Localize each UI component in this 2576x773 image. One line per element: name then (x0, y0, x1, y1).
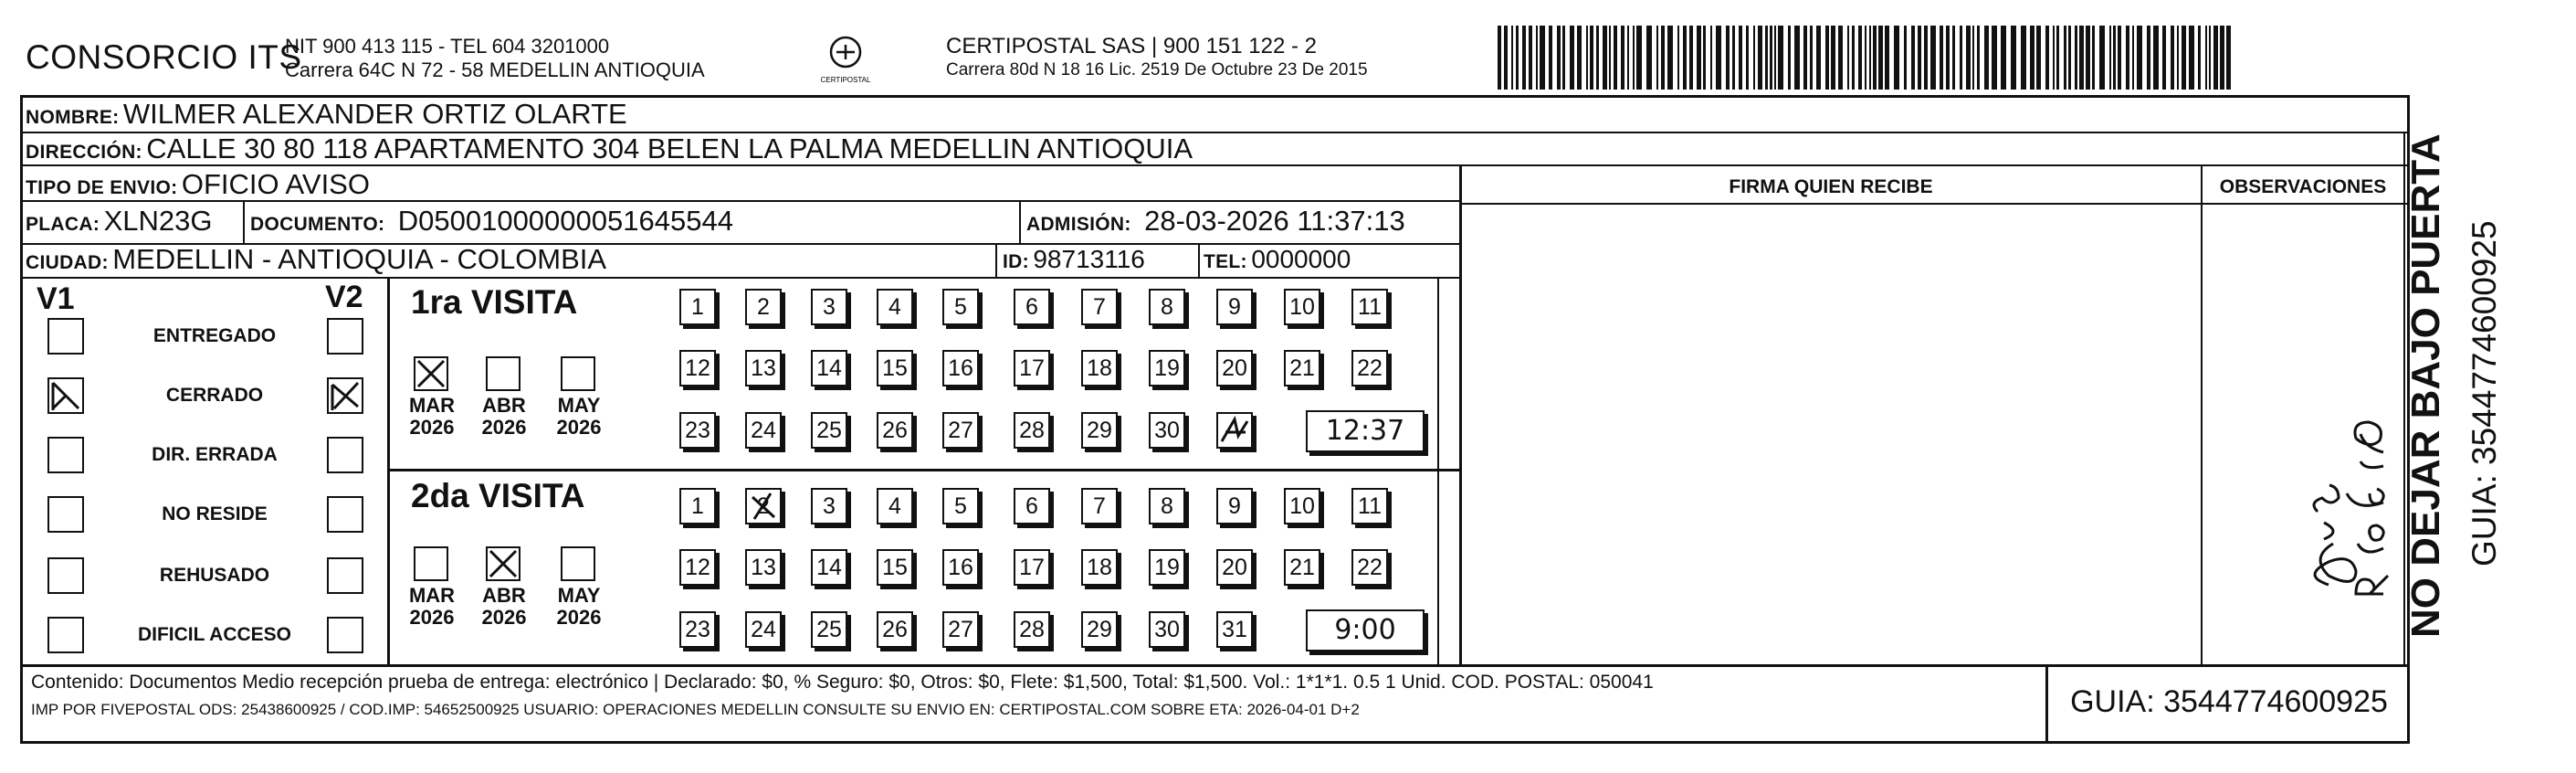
barcode-bar (1636, 26, 1642, 90)
month-checkbox-mar[interactable] (414, 356, 448, 391)
handwritten-mark-icon (1218, 414, 1251, 447)
barcode-bar (1885, 26, 1889, 90)
barcode-bar (1677, 26, 1679, 90)
day-box[interactable]: 16 (942, 350, 979, 386)
handwritten-check-icon (415, 358, 447, 389)
barcode-bar (1570, 26, 1574, 90)
barcode-bar (1852, 26, 1855, 90)
day-box[interactable]: 12 (679, 549, 716, 586)
barcode-bar (1633, 26, 1635, 90)
day-box[interactable]: 17 (1014, 549, 1050, 586)
v1-checkbox-2[interactable] (47, 437, 84, 473)
barcode-bar (1739, 26, 1742, 90)
footer-content-line: Contenido: Documentos Medio recepción prueba de entrega: electrónico | Declarado: $0, % Seguro: $0, Otros: $0, Flete: $1,500, Total: $1,500. Vol.: 1*1*1. 0.5 1 Unid. COD. POSTAL: 050041 (31, 672, 1654, 693)
barcode-bar (2147, 26, 2150, 90)
barcode-bar (2079, 26, 2084, 90)
day-box[interactable]: 20 (1216, 549, 1253, 586)
barcode-bar (1946, 26, 1950, 90)
carrier-info (946, 35, 1368, 82)
day-box[interactable]: 29 (1081, 611, 1118, 648)
company-address-line: Carrera 64C N 72 - 58 MEDELLIN ANTIOQUIA (285, 58, 705, 81)
day-box[interactable]: 19 (1149, 549, 1185, 586)
day-box[interactable]: 4 (877, 488, 913, 524)
barcode-bar (2137, 26, 2142, 90)
id-value: 98713116 (1033, 245, 1145, 273)
barcode-bar (1831, 26, 1835, 90)
ciudad-label: CIUDAD: (26, 252, 109, 273)
barcode-bar (1504, 26, 1508, 90)
field-direccion (26, 132, 1193, 165)
barcode-bar (2182, 26, 2186, 90)
day-box[interactable]: 8 (1149, 488, 1185, 524)
barcode-bar (1960, 26, 1962, 90)
barcode (1498, 26, 2237, 90)
month-name: MAR (408, 584, 456, 607)
day-box[interactable]: 13 (745, 350, 782, 386)
day-box[interactable]: 24 (745, 611, 782, 648)
day-box[interactable]: 23 (679, 611, 716, 648)
day-box[interactable]: 31 (1216, 611, 1253, 648)
visit2-title: 2da VISITA (411, 477, 585, 514)
barcode-bar (1732, 26, 1735, 90)
barcode-bar (1590, 26, 1593, 90)
ciudad-value: MEDELLIN - ANTIOQUIA - COLOMBIA (112, 243, 607, 275)
barcode-bar (1930, 26, 1936, 90)
footer-guia-number: GUIA: 3544774600925 (2045, 666, 2410, 741)
hour-box[interactable]: 12:37 (1306, 410, 1425, 452)
day-box[interactable]: 27 (942, 611, 979, 648)
barcode-bar (2213, 26, 2218, 90)
day-box[interactable]: 29 (1081, 412, 1118, 449)
placa-label: PLACA: (26, 214, 100, 235)
barcode-bar (1972, 26, 1974, 90)
barcode-bar (2226, 26, 2231, 90)
day-box[interactable]: 13 (745, 549, 782, 586)
company-nit-line: NIT 900 413 115 - TEL 604 3201000 (285, 35, 610, 58)
barcode-bar (2209, 26, 2211, 90)
barcode-bar (2030, 26, 2035, 90)
observaciones-handwriting (2228, 265, 2374, 649)
barcode-bar (1614, 26, 1617, 90)
field-tipo-envio (26, 168, 370, 201)
month-name: ABR (482, 394, 526, 417)
v2-checkbox-4[interactable] (327, 557, 363, 594)
month-year: 2026 (556, 416, 602, 439)
handwritten-check-icon (49, 379, 82, 412)
barcode-bar (1770, 26, 1772, 90)
barcode-bar (1656, 26, 1658, 90)
month-year: 2026 (409, 416, 455, 439)
v2-checkbox-1[interactable] (327, 377, 363, 414)
status-label: DIFICIL ACCESO (137, 624, 291, 645)
barcode-bar (2086, 26, 2090, 90)
barcode-bar (1858, 26, 1862, 90)
barcode-bar (2126, 26, 2129, 90)
month-year: 2026 (556, 606, 602, 629)
barcode-bar (2220, 26, 2224, 90)
day-box[interactable]: 6 (1014, 488, 1050, 524)
day-box[interactable]: 16 (942, 549, 979, 586)
day-box[interactable]: 12 (679, 350, 716, 386)
v2-checkbox-3[interactable] (327, 496, 363, 533)
tipo-envio-value: OFICIO AVISO (181, 168, 370, 200)
field-documento (250, 205, 733, 238)
month-checkbox-may[interactable] (561, 546, 595, 581)
month-name: MAY (557, 394, 601, 417)
side-guia-number: GUIA: 3544774600925 (2466, 220, 2503, 567)
field-tel (1204, 245, 1351, 274)
barcode-bar (2036, 26, 2041, 90)
handwritten-check-icon (488, 548, 519, 579)
nombre-label: NOMBRE: (26, 107, 120, 128)
barcode-bar (1794, 26, 1800, 90)
footer-print-line: IMP POR FIVEPOSTAL ODS: 25438600925 / COD.IMP: 54652500925 USUARIO: OPERACIONES MEDELLIN CONSULTE SU ENVIO EN: CERTIPOSTAL.COM SOBRE ETA: 2026-04-01 D+2 (31, 701, 1360, 718)
barcode-bar (2162, 26, 2166, 90)
nombre-value: WILMER ALEXANDER ORTIZ OLARTE (122, 98, 627, 130)
month-year: 2026 (481, 606, 527, 629)
barcode-bar (2099, 26, 2105, 90)
month-name: MAR (408, 394, 456, 417)
day-box[interactable]: 27 (942, 412, 979, 449)
tel-value: 0000000 (1251, 245, 1351, 273)
status-label: REHUSADO (159, 565, 270, 586)
day-box[interactable]: 25 (811, 412, 847, 449)
day-box[interactable]: 28 (1014, 412, 1050, 449)
barcode-bar (1966, 26, 1971, 90)
barcode-bar (1540, 26, 1545, 90)
month-label (552, 395, 606, 439)
day-box[interactable]: 10 (1284, 488, 1320, 524)
barcode-bar (2011, 26, 2016, 90)
day-box[interactable]: 14 (811, 549, 847, 586)
company-name: CONSORCIO ITS (26, 38, 302, 76)
day-box[interactable]: 9 (1216, 289, 1253, 325)
certipostal-logo-icon (820, 32, 871, 87)
documento-value: D05001000000051645544 (397, 205, 733, 237)
month-year: 2026 (409, 606, 455, 629)
day-box[interactable]: 8 (1149, 289, 1185, 325)
barcode-bar (2068, 26, 2071, 90)
v1-checkbox-3[interactable] (47, 496, 84, 533)
barcode-bar (1511, 26, 1513, 90)
field-placa (26, 205, 212, 238)
barcode-bar (1716, 26, 1721, 90)
day-box[interactable]: 22 (1351, 549, 1388, 586)
barcode-bar (1661, 26, 1665, 90)
barcode-bar (2056, 26, 2059, 90)
barcode-bar (1646, 26, 1652, 90)
barcode-bar (1992, 26, 1997, 90)
day-box[interactable]: 10 (1284, 289, 1320, 325)
day-box[interactable]: 17 (1014, 350, 1050, 386)
month-label (552, 585, 606, 629)
barcode-bar (2045, 26, 2049, 90)
day-box[interactable]: 21 (1284, 549, 1320, 586)
direccion-label: DIRECCIÓN: (26, 142, 142, 163)
barcode-bar (1878, 26, 1883, 90)
barcode-bar (1894, 26, 1899, 90)
barcode-bar (1765, 26, 1768, 90)
day-box[interactable]: 18 (1081, 350, 1118, 386)
documento-label: DOCUMENTO: (250, 214, 385, 235)
day-box[interactable]: 21 (1284, 350, 1320, 386)
direccion-value: CALLE 30 80 118 APARTAMENTO 304 BELEN LA PALMA MEDELLIN ANTIOQUIA (146, 132, 1193, 164)
barcode-bar (1703, 26, 1706, 90)
barcode-bar (1952, 26, 1955, 90)
day-box[interactable] (1216, 412, 1253, 449)
barcode-bar (2153, 26, 2159, 90)
day-box[interactable]: 3 (811, 289, 847, 325)
month-label (405, 395, 459, 439)
day-box[interactable]: 6 (1014, 289, 1050, 325)
day-box[interactable]: 25 (811, 611, 847, 648)
day-box[interactable]: 7 (1081, 488, 1118, 524)
v1-checkbox-4[interactable] (47, 557, 84, 594)
month-label (405, 585, 459, 629)
day-box[interactable]: 7 (1081, 289, 1118, 325)
v1-checkbox-1[interactable] (47, 377, 84, 414)
barcode-bar (1549, 26, 1552, 90)
field-nombre (26, 98, 627, 131)
barcode-bar (1522, 26, 1526, 90)
barcode-bar (2064, 26, 2066, 90)
barcode-bar (1904, 26, 1907, 90)
month-checkbox-may[interactable] (561, 356, 595, 391)
barcode-bar (1838, 26, 1843, 90)
day-box[interactable]: 11 (1351, 289, 1388, 325)
field-id (1003, 245, 1145, 274)
id-label: ID: (1003, 251, 1029, 272)
day-box[interactable]: 15 (877, 350, 913, 386)
day-box[interactable]: 23 (679, 412, 716, 449)
barcode-bar (1873, 26, 1877, 90)
day-box[interactable]: 18 (1081, 549, 1118, 586)
carrier-license-line: Carrera 80d N 18 16 Lic. 2519 De Octubre 23 De 2015 (946, 60, 1368, 79)
barcode-bar (2198, 26, 2201, 90)
logo-text: CERTIPOSTAL (820, 76, 871, 84)
barcode-bar (2171, 26, 2174, 90)
barcode-bar (1825, 26, 1829, 90)
barcode-bar (1627, 26, 1629, 90)
no-dejar-bajo-puerta: NO DEJAR BAJO PUERTA (2403, 133, 2448, 638)
day-box[interactable]: 9 (1216, 488, 1253, 524)
status-label: ENTREGADO (152, 325, 277, 346)
barcode-bar (2001, 26, 2006, 90)
month-checkbox-mar[interactable] (414, 546, 448, 581)
barcode-bar (1918, 26, 1921, 90)
barcode-bar (1586, 26, 1588, 90)
v1-checkbox-5[interactable] (47, 617, 84, 653)
day-box[interactable]: 1 (679, 488, 716, 524)
barcode-bar (1778, 26, 1783, 90)
tel-label: TEL: (1204, 251, 1247, 272)
barcode-bar (2092, 26, 2095, 90)
day-box[interactable]: 30 (1149, 611, 1185, 648)
month-label (477, 395, 531, 439)
barcode-bar (1847, 26, 1849, 90)
barcode-bar (1710, 26, 1712, 90)
v2-checkbox-2[interactable] (327, 437, 363, 473)
barcode-bar (1516, 26, 1519, 90)
barcode-bar (2109, 26, 2111, 90)
handwritten-check-icon (329, 379, 362, 412)
month-name: MAY (557, 584, 601, 607)
barcode-bar (2189, 26, 2194, 90)
observaciones-header: OBSERVACIONES (2219, 176, 2387, 197)
status-label: CERRADO (165, 385, 264, 406)
hour-box[interactable]: 9:00 (1306, 609, 1425, 651)
barcode-bar (1869, 26, 1871, 90)
status-label: NO RESIDE (162, 503, 268, 524)
barcode-bar (1536, 26, 1538, 90)
day-box[interactable]: 22 (1351, 350, 1388, 386)
visit1-title: 1ra VISITA (411, 283, 578, 321)
v2-checkbox-5[interactable] (327, 617, 363, 653)
barcode-bar (1603, 26, 1607, 90)
barcode-bar (2205, 26, 2207, 90)
day-box[interactable]: 26 (877, 611, 913, 648)
day-box[interactable]: 5 (942, 488, 979, 524)
placa-value: XLN23G (103, 205, 213, 237)
month-checkbox-abr[interactable] (486, 546, 520, 581)
month-name: ABR (482, 584, 526, 607)
admision-label: ADMISIÓN: (1026, 214, 1131, 235)
company-info (285, 35, 705, 82)
day-box[interactable]: 30 (1149, 412, 1185, 449)
barcode-bar (1816, 26, 1821, 90)
v2-checkbox-0[interactable] (327, 318, 363, 355)
field-admision (1026, 205, 1405, 238)
month-year: 2026 (481, 416, 527, 439)
day-box[interactable]: 15 (877, 549, 913, 586)
barcode-bar (1911, 26, 1915, 90)
barcode-bar (1596, 26, 1599, 90)
tipo-envio-label: TIPO DE ENVIO: (26, 177, 178, 198)
barcode-bar (2177, 26, 2179, 90)
v1-checkbox-0[interactable] (47, 318, 84, 355)
barcode-bar (1697, 26, 1701, 90)
barcode-bar (1498, 26, 1501, 90)
handwritten-check-icon (747, 490, 780, 523)
carrier-name-line: CERTIPOSTAL SAS | 900 151 122 - 2 (946, 34, 1317, 58)
field-ciudad (26, 243, 606, 276)
barcode-bar (1810, 26, 1813, 90)
barcode-bar (1667, 26, 1673, 90)
barcode-bar (1726, 26, 1730, 90)
day-box[interactable]: 2 (745, 488, 782, 524)
day-box[interactable]: 20 (1216, 350, 1253, 386)
barcode-bar (1924, 26, 1928, 90)
barcode-bar (1865, 26, 1866, 90)
barcode-bar (1977, 26, 1980, 90)
day-box[interactable]: 3 (811, 488, 847, 524)
barcode-bar (1774, 26, 1776, 90)
barcode-bar (1746, 26, 1749, 90)
barcode-bar (1758, 26, 1762, 90)
barcode-bar (1788, 26, 1791, 90)
barcode-bar (2118, 26, 2121, 90)
barcode-bar (1621, 26, 1624, 90)
v1-header: V1 (37, 281, 75, 316)
day-box[interactable]: 28 (1014, 611, 1050, 648)
barcode-bar (2021, 26, 2026, 90)
barcode-bar (2075, 26, 2077, 90)
month-label (477, 585, 531, 629)
day-box[interactable]: 1 (679, 289, 716, 325)
day-box[interactable]: 14 (811, 350, 847, 386)
day-box[interactable]: 4 (877, 289, 913, 325)
barcode-bar (1984, 26, 1989, 90)
v2-header: V2 (325, 280, 363, 314)
barcode-bar (1940, 26, 1943, 90)
barcode-bar (1557, 26, 1561, 90)
barcode-bar (1753, 26, 1755, 90)
day-box[interactable]: 5 (942, 289, 979, 325)
day-box[interactable]: 24 (745, 412, 782, 449)
barcode-bar (1577, 26, 1582, 90)
day-box[interactable]: 2 (745, 289, 782, 325)
barcode-bar (2053, 26, 2055, 90)
firma-header: FIRMA QUIEN RECIBE (1729, 176, 1933, 197)
day-box[interactable]: 11 (1351, 488, 1388, 524)
day-box[interactable]: 19 (1149, 350, 1185, 386)
barcode-bar (1683, 26, 1687, 90)
status-label: DIR. ERRADA (152, 444, 278, 465)
admision-value: 28-03-2026 11:37:13 (1144, 205, 1405, 237)
month-checkbox-abr[interactable] (486, 356, 520, 391)
barcode-bar (2113, 26, 2116, 90)
barcode-bar (2132, 26, 2134, 90)
barcode-bar (1609, 26, 1611, 90)
day-box[interactable]: 26 (877, 412, 913, 449)
barcode-bar (1529, 26, 1532, 90)
barcode-bar (1689, 26, 1693, 90)
barcode-bar (1803, 26, 1807, 90)
barcode-bar (1562, 26, 1565, 90)
